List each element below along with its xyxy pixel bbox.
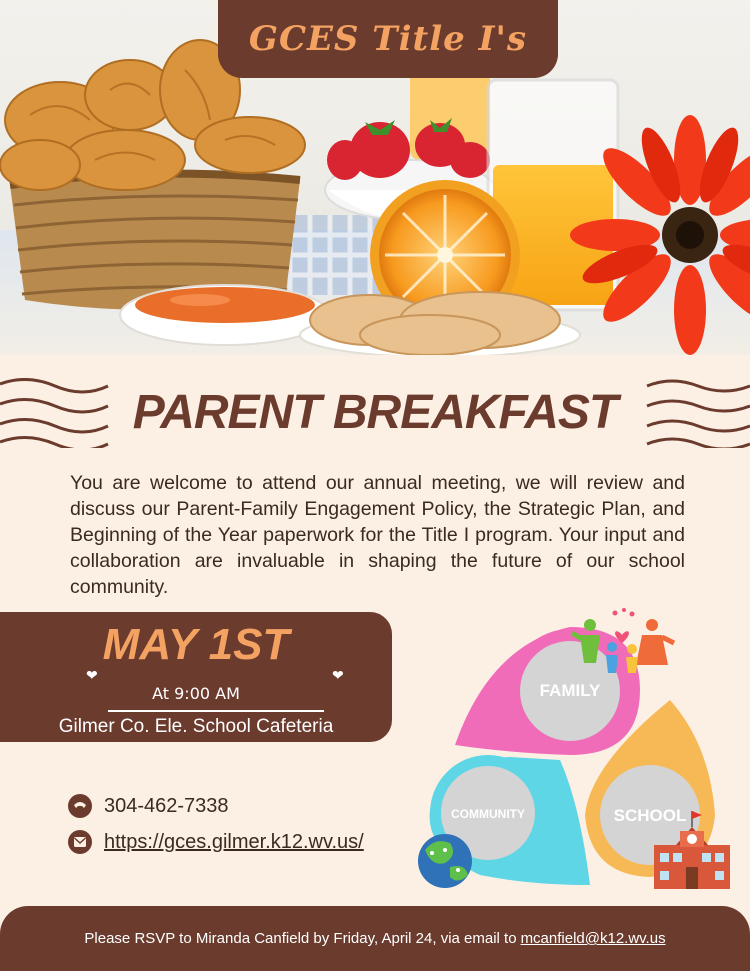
rsvp-text: Please RSVP to Miranda Canfield by Friday, April 24, via email to [84, 930, 517, 947]
rsvp-footer [0, 906, 750, 971]
event-headline: PARENT BREAKFAST [132, 386, 618, 439]
phone-icon [68, 794, 92, 818]
school-label: SCHOOL [613, 806, 687, 825]
event-description: You are welcome to attend our annual meeting, we will review and discuss our Parent-Family Engagement Policy, the Strategic Plan, and Beginning of the Year paperwork for the Title I program. Your input and collaboration are invaluable in shaping the future of our school community. [70, 472, 685, 598]
globe-icon [418, 834, 472, 888]
community-label: COMMUNITY [451, 807, 525, 821]
divider [108, 710, 324, 712]
event-location: Gilmer Co. Ele. School Cafeteria [58, 716, 334, 737]
page-title: GCES Title I's [248, 19, 528, 59]
title-banner [218, 0, 558, 78]
partnership-diagram [410, 605, 740, 895]
website-link[interactable]: https://gces.gilmer.k12.wv.us/ [104, 830, 364, 853]
heart-icon: ❤ [332, 668, 344, 684]
event-time: At 9:00 AM [152, 684, 240, 703]
rsvp-email-link[interactable]: mcanfield@k12.wv.us [520, 930, 666, 947]
website-row [68, 830, 364, 854]
mail-icon [68, 830, 92, 854]
phone-row [68, 794, 229, 818]
family-label: FAMILY [539, 681, 601, 700]
date-panel [0, 612, 392, 742]
phone-number[interactable]: 304-462-7338 [104, 794, 229, 817]
event-date: MAY 1ST [102, 620, 290, 669]
heart-icon: ❤ [86, 668, 98, 684]
